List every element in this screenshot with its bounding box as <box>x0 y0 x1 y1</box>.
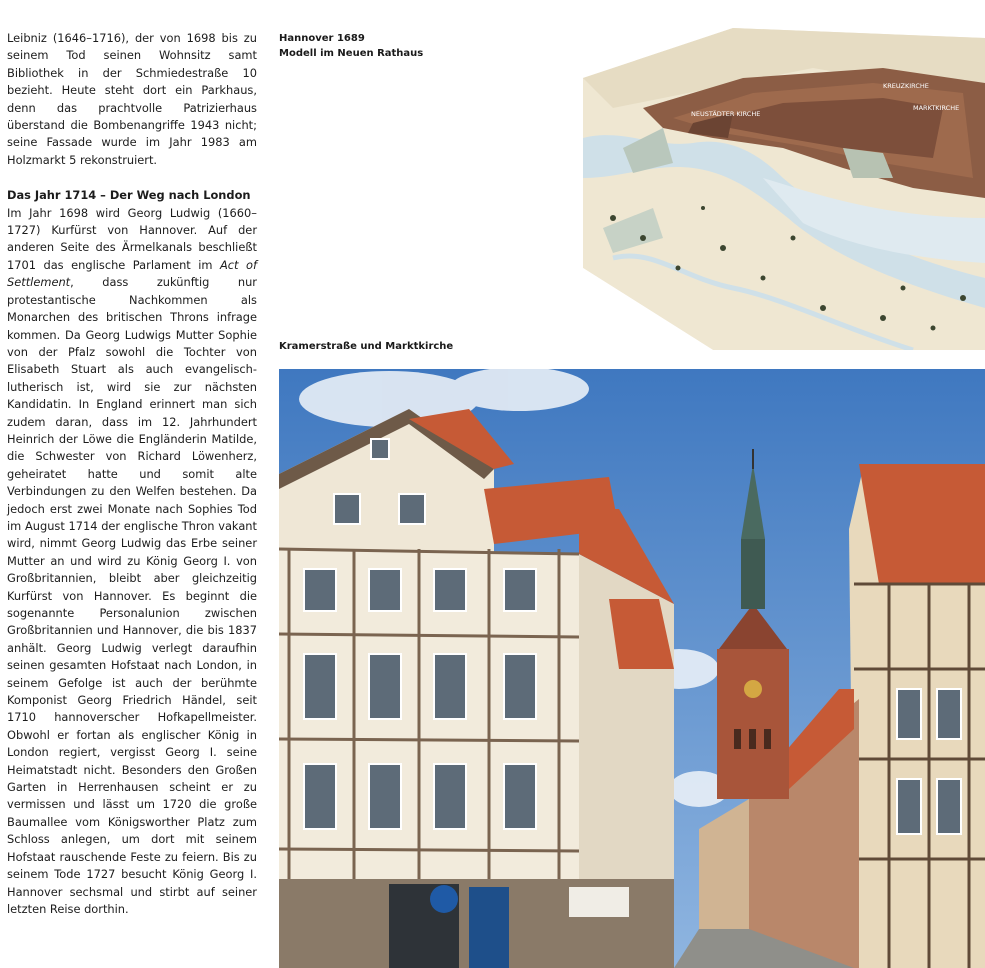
model-caption <box>279 31 423 61</box>
model-caption-subtitle: Modell im Neuen Rathaus <box>279 48 424 59</box>
street-caption: Kramerstraße und Marktkirche <box>279 341 454 352</box>
model-caption-title: Hannover 1689 <box>279 33 365 44</box>
kramerstrasse-photo <box>279 369 985 968</box>
city-model-photo <box>583 28 985 350</box>
article-column <box>7 30 257 918</box>
paragraph-georg-ludwig: Im Jahr 1698 wird Georg Ludwig (1660–1727) Kurfürst von Hannover. Auf der anderen Seite des Ärmelkanals beschließt 1701 das englische Parlament im Act of Settlement, dass zukünftig nur protestantische Nachkommen als Monarchen des britischen Throns infrage kommen. Da Georg Ludwigs Mutter Sophie von der Pfalz sowohl die Tochter von Elisabeth Stuart als auch evangelisch-lutherisch ist, wird sie zur nächsten Kandidatin. In England erinnert man sich zudem daran, dass im 12. Jahrhundert Heinrich der Löwe die Engländerin Matilde, die Schwester von Richard Löwenherz, geheiratet hatte und somit alte Verbindungen zu den Welfen bestehen. Da jedoch erst zwei Monate nach Sophies Tod im August 1714 der englische Thron vakant wird, nimmt Georg Ludwig das Erbe seiner Mutter an und wird zu König Georg I. von Großbritannien, bleibt aber gleichzeitig Kurfürst von Hannover. Es beginnt die sogenannte Personalunion zwischen Großbritannien und Hannover, die bis 1837 anhält. Georg Ludwig verlegt daraufhin seinen gesamten Hofstaat nach London, in seinem Gefolge ist auch der berühmte Komponist Georg Friedrich Händel, seit 1710 hannoverscher Hofkapellmeister. Obwohl er fortan als englischer König in London regiert, vergisst Georg I. seine Heimatstadt nicht. Besonders den Großen Garten in Herrenhausen scheint er zu vermissen und lässt um 1720 die große Baumallee vom Königsworther Platz zum Schloss anlegen, um dort mit seinem Hofstaat rauschende Feste zu feiern. Bis zu seinem Tode 1727 besucht König Georg I. Hannover sechsmal und stirbt auf seiner letzten Reise dorthin. <box>7 205 257 916</box>
act-of-settlement: Act of Settlement <box>7 257 257 290</box>
label-neustaedter-kirche: NEUSTÄDTER KIRCHE <box>691 110 761 118</box>
section-heading: Das Jahr 1714 – Der Weg nach London <box>7 188 251 203</box>
paragraph-leibniz: Leibniz (1646–1716), der von 1698 bis zu seinem Tod seinen Wohnsitz samt Bibliothek in der Schmiedestraße 10 bezieht. Heute steht dort ein Parkhaus, denn das prachtvolle Patrizierhaus überstand die Bombenangriffe 1943 nicht; seine Fassade wurde im Jahr 1983 am Holzmarkt 5 rekonstruiert. <box>7 31 257 167</box>
label-kreuzkirche: KREUZKIRCHE <box>883 82 929 90</box>
label-marktkirche: MARKTKIRCHE <box>913 104 960 112</box>
